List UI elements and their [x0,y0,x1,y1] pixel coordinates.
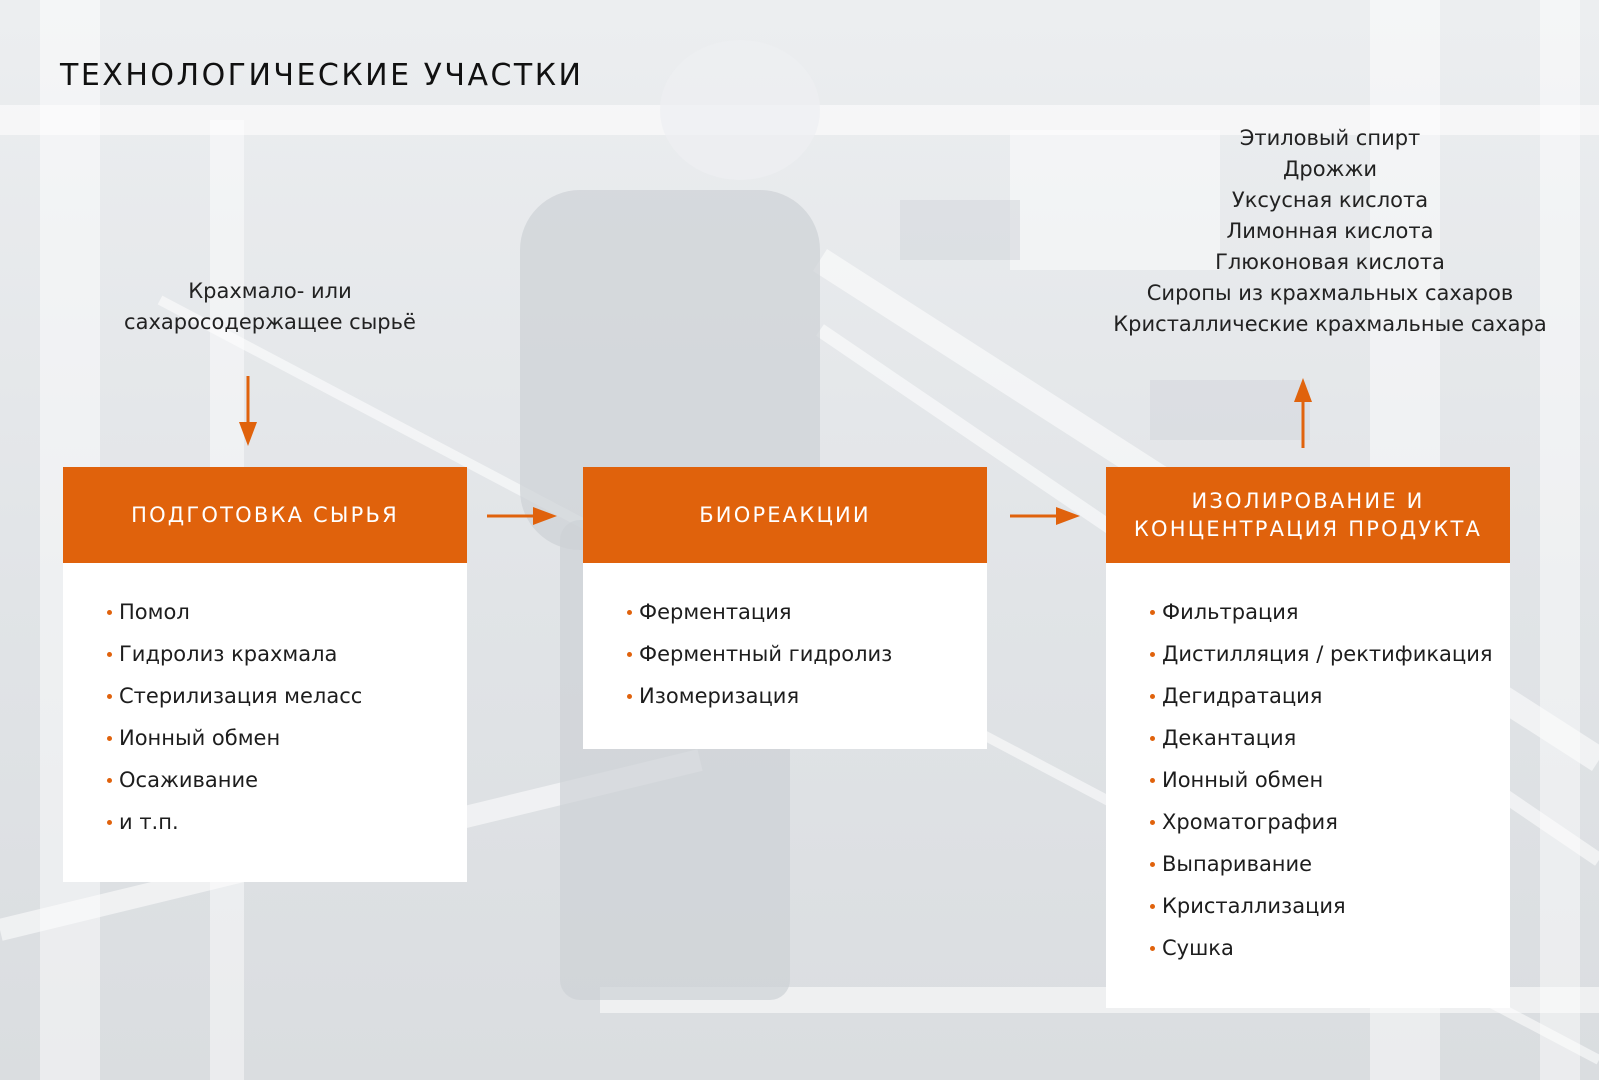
bullet-icon [1150,862,1155,867]
block-body [63,563,467,882]
list-item: Ферментный гидролиз [627,633,967,675]
product-item: Лимонная кислота [1226,219,1434,243]
bullet-icon [1150,778,1155,783]
list-item: Осаживание [107,759,447,801]
bullet-icon [627,652,632,657]
list-item: Дистилляция / ректификация [1150,633,1490,675]
product-list [1060,123,1599,340]
list-item: Кристаллизация [1150,885,1490,927]
process-list [1150,591,1493,969]
process-list [627,591,967,717]
product-item: Кристаллические крахмальные сахара [1113,312,1547,336]
bullet-icon [107,820,112,825]
raw-material-label [90,276,450,338]
bullet-icon [107,652,112,657]
bullet-icon [107,610,112,615]
block-header [583,467,987,563]
list-item: Декантация [1150,717,1490,759]
bullet-icon [1150,694,1155,699]
block-header [1106,467,1510,563]
block-title [1134,487,1482,543]
list-item: Ионный обмен [1150,759,1490,801]
arrow-up-icon [1291,376,1315,448]
list-item: Дегидратация [1150,675,1490,717]
list-item: и т.п. [107,801,447,843]
list-item: Ионный обмен [107,717,447,759]
bullet-icon [1150,652,1155,657]
block-body [1106,563,1510,1008]
product-item: Глюконовая кислота [1215,250,1445,274]
bullet-icon [627,694,632,699]
bullet-icon [1150,610,1155,615]
list-item: Сушка [1150,927,1490,969]
block-raw-preparation [63,467,467,882]
bullet-icon [107,736,112,741]
list-item: Хроматография [1150,801,1490,843]
product-item: Этиловый спирт [1239,126,1421,150]
product-item: Уксусная кислота [1231,188,1429,212]
process-list [107,591,447,843]
list-item: Гидролиз крахмала [107,633,447,675]
product-item: Сиропы из крахмальных сахаров [1146,281,1514,305]
raw-material-line-1: Крахмало- или [188,279,352,303]
block-title: БИОРЕАКЦИИ [699,503,871,527]
bullet-icon [1150,736,1155,741]
block-body [583,563,987,749]
list-item: Фильтрация [1150,591,1490,633]
block-title-line-1: ИЗОЛИРОВАНИЕ И [1191,489,1425,513]
bullet-icon [627,610,632,615]
block-title-line-2: КОНЦЕНТРАЦИЯ ПРОДУКТА [1133,517,1483,541]
bullet-icon [1150,820,1155,825]
bullet-icon [107,694,112,699]
product-item: Дрожжи [1282,157,1378,181]
bullet-icon [107,778,112,783]
list-item: Стерилизация меласс [107,675,447,717]
block-title: ПОДГОТОВКА СЫРЬЯ [131,503,399,527]
arrow-right-icon [1010,504,1082,528]
block-bioreactions [583,467,987,749]
block-header [63,467,467,563]
bullet-icon [1150,904,1155,909]
raw-material-line-2: сахаросодержащее сырьё [124,310,416,334]
arrow-right-icon [487,504,559,528]
page-title: ТЕХНОЛОГИЧЕСКИЕ УЧАСТКИ [60,58,584,93]
list-item: Ферментация [627,591,967,633]
list-item: Помол [107,591,447,633]
list-item: Изомеризация [627,675,967,717]
bullet-icon [1150,946,1155,951]
list-item: Выпаривание [1150,843,1490,885]
block-isolation-concentration [1106,467,1510,1008]
arrow-down-icon [236,376,260,448]
